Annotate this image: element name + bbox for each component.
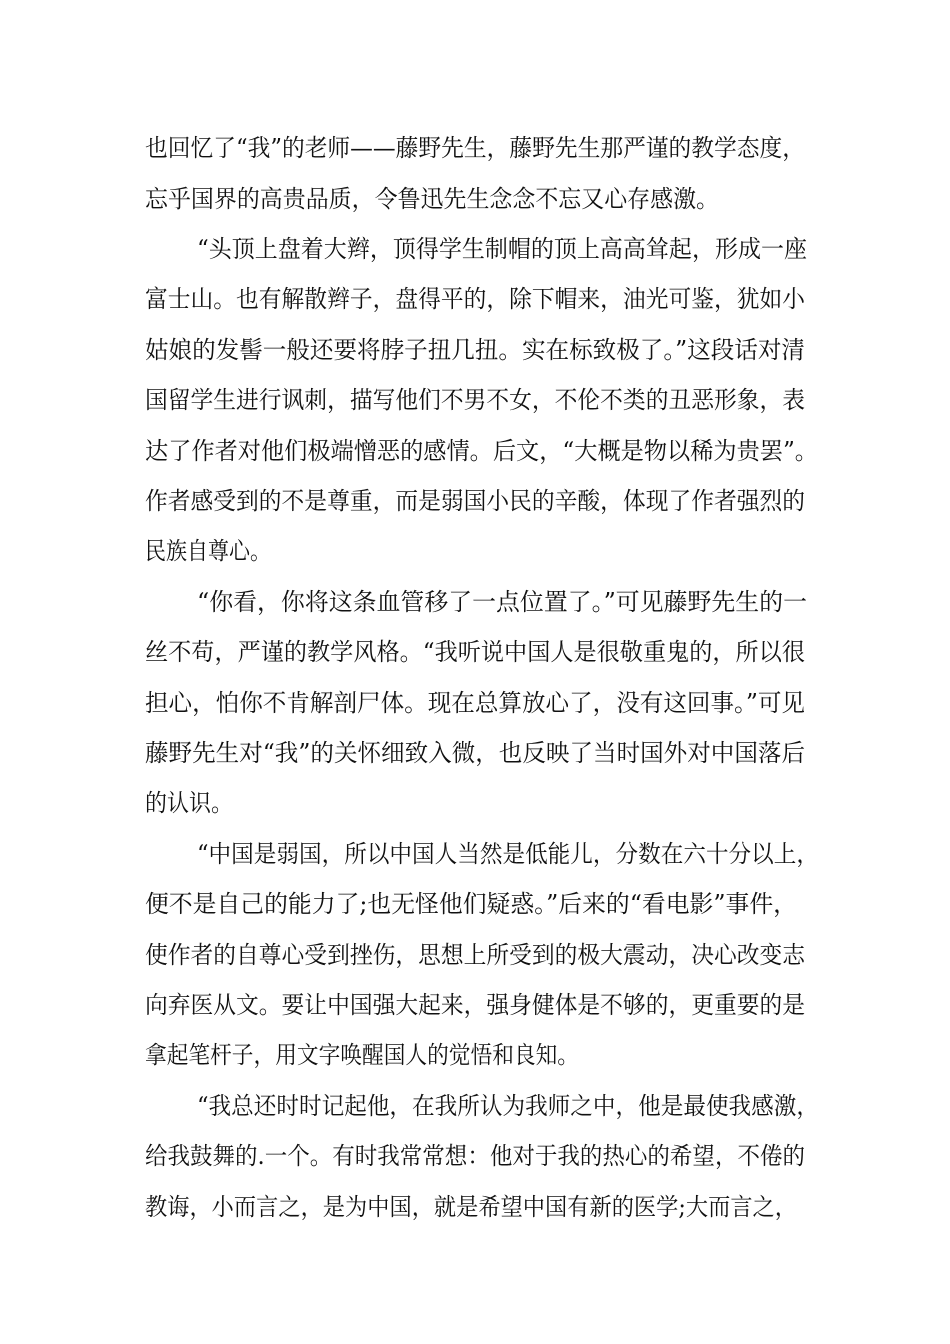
text-line: “你看，你将这条血管移了一点位置了。”可见藤野先生的一 bbox=[197, 588, 807, 616]
text-line: 也回忆了“我”的老师——藤野先生，藤野先生那严谨的教学态度， bbox=[145, 134, 805, 162]
text-line: 担心，怕你不肯解剖尸体。现在总算放心了，没有这回事。”可见 bbox=[145, 689, 805, 717]
text-line: 民族自尊心。 bbox=[145, 537, 271, 565]
text-line: 教诲，小而言之，是为中国，就是希望中国有新的医学;大而言之， bbox=[145, 1193, 797, 1221]
text-line: 向弃医从文。要让中国强大起来，强身健体是不够的，更重要的是 bbox=[145, 991, 805, 1019]
text-line: 达了作者对他们极端憎恶的感情。后文，“大概是物以稀为贵罢”。 bbox=[145, 437, 818, 465]
text-line: “中国是弱国，所以中国人当然是低能儿，分数在六十分以上， bbox=[197, 840, 819, 868]
text-line: 的认识。 bbox=[145, 789, 233, 817]
text-line: 国留学生进行讽刺，描写他们不男不女，不伦不类的丑恶形象，表 bbox=[145, 386, 805, 414]
text-line: 拿起笔杆子，用文字唤醒国人的觉悟和良知。 bbox=[145, 1041, 579, 1069]
text-line: 丝不苟，严谨的教学风格。“我听说中国人是很敬重鬼的，所以很 bbox=[145, 638, 805, 666]
text-line: 藤野先生对“我”的关怀细致入微，也反映了当时国外对中国落后 bbox=[145, 739, 805, 767]
text-line: 给我鼓舞的.一个。有时我常常想：他对于我的热心的希望，不倦的 bbox=[145, 1142, 805, 1170]
text-line: 作者感受到的不是尊重，而是弱国小民的辛酸，体现了作者强烈的 bbox=[145, 487, 805, 515]
text-line: “我总还时时记起他，在我所认为我师之中，他是最使我感激， bbox=[197, 1092, 819, 1120]
text-line: 使作者的自尊心受到挫伤，思想上所受到的极大震动，决心改变志 bbox=[145, 941, 805, 969]
text-line: 便不是自己的能力了;也无怪他们疑惑。”后来的“看电影”事件， bbox=[145, 890, 797, 918]
text-line: “头顶上盘着大辫，顶得学生制帽的顶上高高耸起，形成一座 bbox=[197, 235, 807, 263]
text-line: 姑娘的发髻一般还要将脖子扭几扭。实在标致极了。”这段话对清 bbox=[145, 336, 805, 364]
text-line: 忘乎国界的高贵品质，令鲁迅先生念念不忘又心存感激。 bbox=[145, 185, 719, 213]
text-line: 富士山。也有解散辫子，盘得平的，除下帽来，油光可鉴，犹如小 bbox=[145, 285, 805, 313]
